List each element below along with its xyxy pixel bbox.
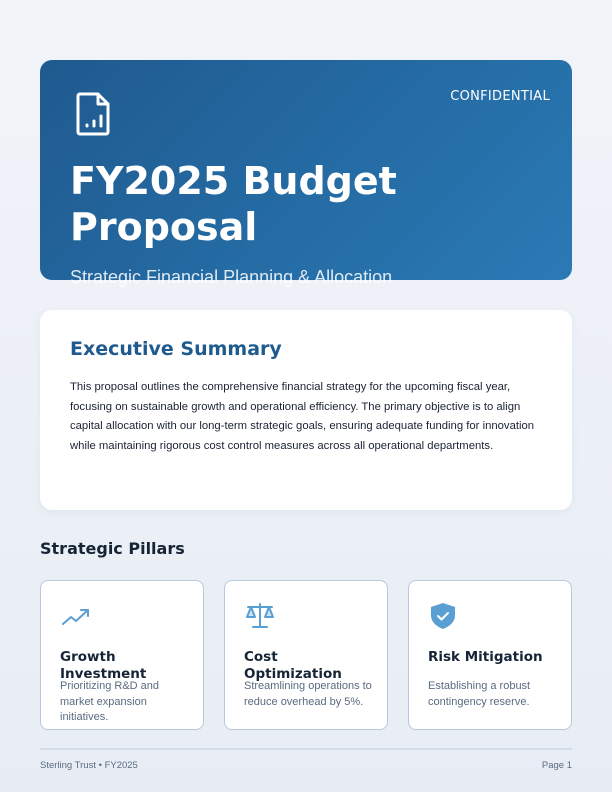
trending-up-icon <box>61 603 91 629</box>
summary-body: This proposal outlines the comprehensive financial strategy for the upcoming fiscal year, focusing on sustainable growth and operational efficiency. The primary objective is to align capital allocation with our long-term strategic goals, ensuring adequate funding for innovation while maintaining rigorous cost control measures across all operational departments. <box>70 381 535 452</box>
document-chart-icon <box>76 92 112 136</box>
confidential-badge: CONFIDENTIAL <box>450 89 550 104</box>
executive-summary-card <box>40 310 572 510</box>
pillar-card-cost <box>224 580 388 730</box>
footer-company: Sterling Trust • FY2025 <box>40 760 138 771</box>
footer-page-number: Page 1 <box>541 760 572 771</box>
scale-icon <box>245 603 275 629</box>
pillar-card-risk <box>408 580 572 730</box>
pillar-title: Risk Mitigation <box>428 649 543 665</box>
pillar-title: Cost Optimization <box>244 649 342 682</box>
pillar-desc: Streamlining operations to reduce overhead by 5%. <box>244 680 372 708</box>
pillar-desc: Establishing a robust contingency reserve. <box>428 680 531 708</box>
page-subtitle: Strategic Financial Planning & Allocation <box>70 267 393 287</box>
pillars-heading: Strategic Pillars <box>40 539 185 558</box>
pillar-card-growth <box>40 580 204 730</box>
page-title: FY2025 Budget Proposal <box>70 159 397 249</box>
pillar-desc: Prioritizing R&D and market expansion initiatives. <box>60 680 160 723</box>
summary-heading: Executive Summary <box>70 338 282 360</box>
pillar-title: Growth Investment <box>60 649 147 682</box>
shield-check-icon <box>429 603 459 629</box>
footer-divider <box>40 748 572 750</box>
